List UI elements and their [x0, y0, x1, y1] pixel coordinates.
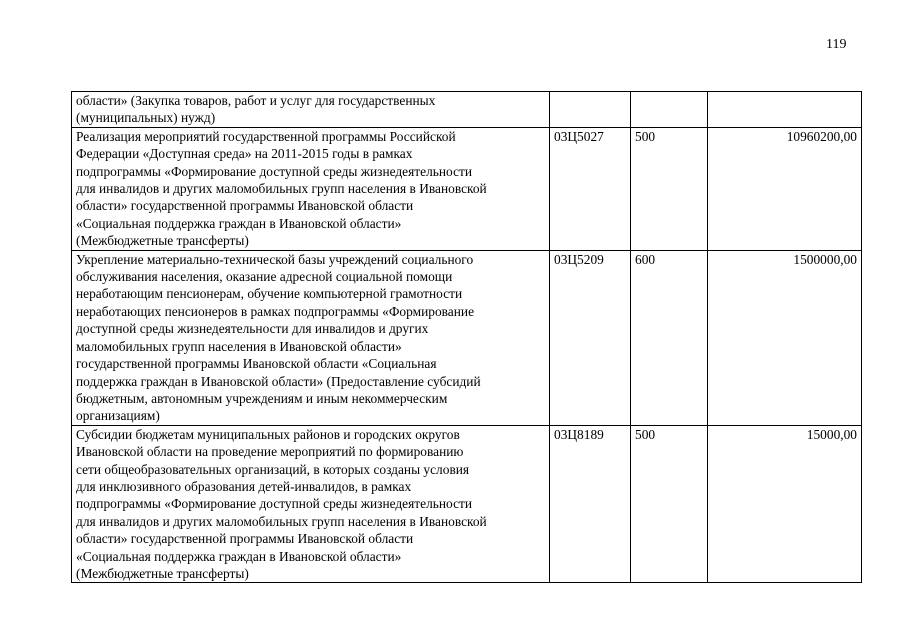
sum-cell [708, 127, 862, 250]
code-cell [550, 92, 631, 128]
expense-type-cell [631, 92, 708, 128]
sum-cell [708, 250, 862, 425]
description-text: области» (Закупка товаров, работ и услуг для государственных (муниципальных) нужд) [76, 93, 436, 126]
description-text: Субсидии бюджетам муниципальных районов и городских округов Ивановской области на проведение мероприятий по формированию сети общеобразовательных организаций, в которых созданы условия для инклюзивного образования детей-инвалидов, в рамках подпрограммы «Формирование доступной среды жизнедеятельности для инвалидов и других маломобильных групп населения в Ивановской области» государственной программы Ивановской области «Социальная поддержка граждан в Ивановской области» (Межбюджетные трансферты) [76, 426, 487, 581]
description-text: Реализация мероприятий государственной программы Российской Федерации «Доступная среда» на 2011-2015 годы в рамках подпрограммы «Формирование доступной среды жизнедеятельности для инвалидов и других маломобильных групп населения в Ивановской области» государственной программы Ивановской области «Социальная поддержка граждан в Ивановской области» (Межбюджетные трансферты) [76, 128, 487, 249]
expense-type-cell [631, 425, 708, 583]
code-cell [550, 127, 631, 250]
page-number: 119 [826, 37, 847, 52]
expense-type-text: 500 [635, 426, 656, 442]
table-row [72, 250, 862, 425]
sum-text: 1500000,00 [793, 251, 857, 267]
expense-type-cell [631, 127, 708, 250]
code-cell [550, 250, 631, 425]
table-row [72, 425, 862, 583]
budget-table [71, 91, 862, 583]
description-cell [72, 425, 550, 583]
code-text: 03Ц5027 [554, 128, 604, 144]
budget-table-body [72, 92, 862, 583]
sum-cell [708, 92, 862, 128]
description-cell [72, 127, 550, 250]
description-text: Укрепление материально-технической базы учреждений социального обслуживания населения, оказание адресной социальной помощи неработающим пенсионерам, обучение компьютерной грамотности неработающих пенсионеров в рамках подпрограммы «Формирование доступной среды жизнедеятельности для инвалидов и других маломобильных групп населения в Ивановской области» государственной программы Ивановской области «Социальная поддержка граждан в Ивановской области» (Предоставление субсидий бюджетным, автономным учреждениям и иным некоммерческим организациям) [76, 251, 481, 424]
table-row [72, 92, 862, 128]
description-cell [72, 92, 550, 128]
table-row [72, 127, 862, 250]
sum-text: 10960200,00 [786, 128, 857, 144]
code-text: 03Ц8189 [554, 426, 604, 442]
sum-cell [708, 425, 862, 583]
sum-text: 15000,00 [806, 426, 857, 442]
code-text: 03Ц5209 [554, 251, 604, 267]
expense-type-text: 600 [635, 251, 656, 267]
expense-type-text: 500 [635, 128, 656, 144]
description-cell [72, 250, 550, 425]
expense-type-cell [631, 250, 708, 425]
code-cell [550, 425, 631, 583]
